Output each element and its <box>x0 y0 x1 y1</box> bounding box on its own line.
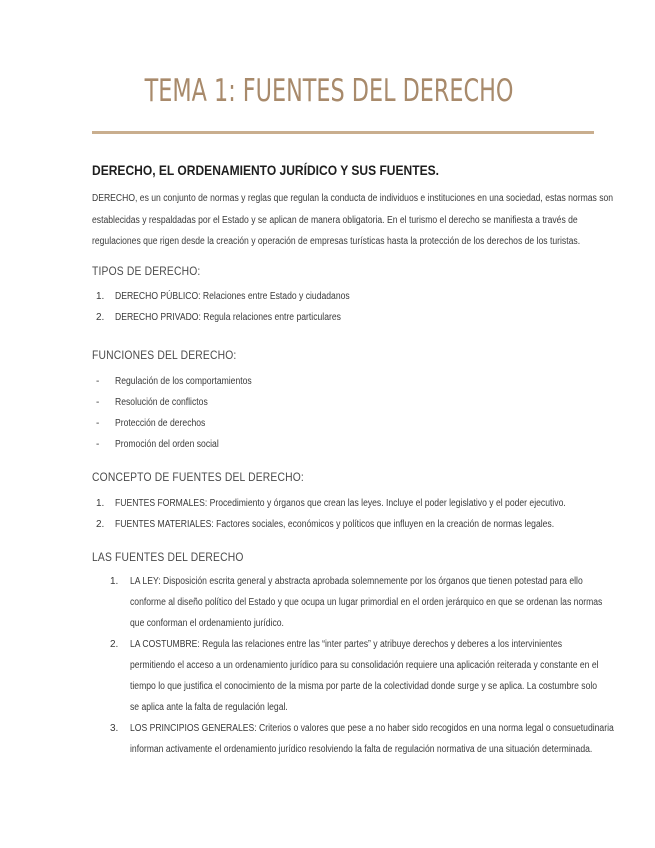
list-item-text: DERECHO PÚBLICO: Relaciones entre Estado y ciudadanos <box>115 291 350 302</box>
list-line: tiempo lo que justifica el conocimiento de la misma por parte de la colectividad donde surge y se aplica. La costumbre solo <box>130 681 598 692</box>
list-marker: - <box>96 439 100 450</box>
intro-line: DERECHO, es un conjunto de normas y reglas que regulan la conducta de individuos e instituciones en una sociedad, estas normas son <box>92 193 614 204</box>
list-line: se aplica ante la falta de regulación legal. <box>130 702 288 713</box>
list-marker: 2. <box>96 519 105 530</box>
concepto-heading: CONCEPTO DE FUENTES DEL DERECHO: <box>92 470 304 484</box>
list-line: LOS PRINCIPIOS GENERALES: Criterios o valores que pese a no haber sido recogidos en una norma legal o consuetudinaria <box>130 723 614 734</box>
fuentes-list <box>110 571 655 760</box>
tipos-heading: TIPOS DE DERECHO: <box>92 264 201 278</box>
list-marker: 1. <box>96 291 105 302</box>
list-item <box>110 571 655 634</box>
intro-line: establecidas y respaldadas por el Estado y se aplican de manera obligatoria. En el turismo el derecho se manifiesta a través de <box>92 214 578 226</box>
list-item-text: Protección de derechos <box>115 418 206 429</box>
list-item <box>110 634 655 718</box>
list-line: informan activamente el ordenamiento jurídico resolviendo la falta de regulación normativa de una situación determinada. <box>130 744 593 755</box>
funciones-heading: FUNCIONES DEL DERECHO: <box>92 348 237 362</box>
list-item-text: Promoción del orden social <box>115 439 219 450</box>
list-item <box>110 718 655 760</box>
list-marker: 2. <box>110 639 119 650</box>
list-item-text: Resolución de conflictos <box>115 397 208 408</box>
section-heading: DERECHO, EL ORDENAMIENTO JURÍDICO Y SUS FUENTES. <box>92 162 439 178</box>
list-item-text: FUENTES FORMALES: Procedimiento y órganos que crean las leyes. Incluye el poder legislativo y el poder ejecutivo. <box>115 498 566 509</box>
list-item-text <box>130 718 614 760</box>
list-item-text: FUENTES MATERIALES: Factores sociales, económicos y políticos que influyen en la creación de normas legales. <box>115 519 555 530</box>
list-item-text: DERECHO PRIVADO: Regula relaciones entre particulares <box>115 312 341 323</box>
list-marker: 2. <box>96 312 105 323</box>
list-line: conforme al diseño político del Estado y que ocupa un lugar primordial en el orden jerárquico en que se ordenan las normas <box>130 597 603 608</box>
title-divider <box>92 131 594 134</box>
list-item-text <box>130 571 603 634</box>
list-marker: - <box>96 397 100 408</box>
intro-paragraph <box>92 188 614 253</box>
list-marker: 1. <box>110 576 119 587</box>
list-line: LA LEY: Disposición escrita general y abstracta aprobada solemnemente por los órganos que tienen potestad para ello <box>130 576 583 587</box>
list-marker: 1. <box>96 498 105 509</box>
list-marker: - <box>96 376 100 387</box>
list-line: que conforman el ordenamiento jurídico. <box>130 618 284 629</box>
list-item-text: Regulación de los comportamientos <box>115 376 252 387</box>
list-marker: - <box>96 418 100 429</box>
list-line: permitiendo el acceso a un ordenamiento jurídico para su consolidación requiere una aplicación reiterada y constante en el <box>130 660 599 671</box>
document-title: TEMA 1: FUENTES DEL DERECHO <box>144 73 514 109</box>
list-marker: 3. <box>110 723 119 734</box>
intro-line: regulaciones que rigen desde la creación y operación de empresas turísticas hasta la protección de los derechos de los turistas. <box>92 236 581 247</box>
list-line: LA COSTUMBRE: Regula las relaciones entre las “inter partes” y atribuye derechos y deberes a los intervinientes <box>130 639 563 650</box>
fuentes-heading: LAS FUENTES DEL DERECHO <box>92 550 244 564</box>
list-item-text <box>130 634 599 718</box>
